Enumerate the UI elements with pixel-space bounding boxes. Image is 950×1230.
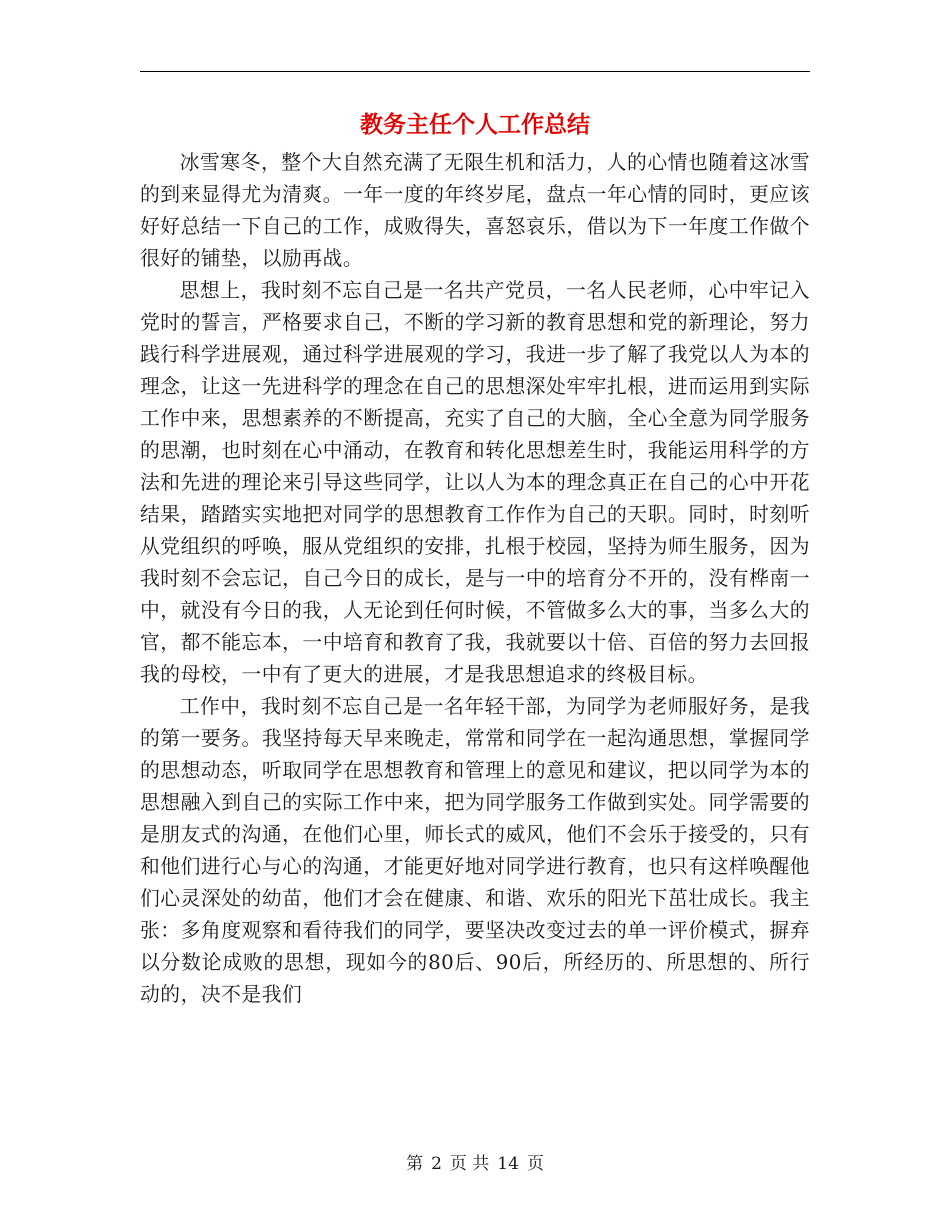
paragraph-ideology: 思想上，我时刻不忘自己是一名共产党员，一名人民老师，心中牢记入党时的誓言，严格要求自己，不断的学习新的教育思想和党的新理论，努力践行科学进展观，通过科学进展观的学习，我进一步了解了我党以人为本的理念，让这一先进科学的理念在自己的思想深处牢牢扎根，进而运用到实际工作中来，思想素养的不断提高，充实了自己的大脑，全心全意为同学服务的思潮，也时刻在心中涌动，在教育和转化思想差生时，我能运用科学的方法和先进的理论来引导这些同学，让以人为本的理念真正在自己的心中开花结果，踏踏实实地把对同学的思想教育工作作为自己的天职。同时，时刻听从党组织的呼唤，服从党组织的安排，扎根于校园，坚持为师生服务，因为我时刻不会忘记，自己今日的成长，是与一中的培育分不开的，没有桦南一中，就没有今日的我，人无论到任何时候，不管做多么大的事，当多么大的官，都不能忘本，一中培育和教育了我，我就要以十倍、百倍的努力去回报我的母校，一中有了更大的进展，才是我思想追求的终极目标。 — [140, 279, 810, 686]
header-rule — [140, 71, 810, 72]
page-footer — [0, 1152, 950, 1176]
current-page-number: 2 — [431, 1154, 442, 1174]
paragraph-intro: 冰雪寒冬，整个大自然充满了无限生机和活力，人的心情也随着这冰雪的到来显得尤为清爽。一年一度的年终岁尾，盘点一年心情的同时，更应该好好总结一下自己的工作，成败得失，喜怒哀乐，借以为下一年度工作做个很好的铺垫，以励再战。 — [140, 151, 810, 270]
document-body — [140, 147, 810, 1011]
paragraph-work: 工作中，我时刻不忘自己是一名年轻干部，为同学为老师服好务，是我的第一要务。我坚持每天早来晚走，常常和同学在一起沟通思想，掌握同学的思想动态，听取同学在思想教育和管理上的意见和建议，把以同学为本的思想融入到自己的实际工作中来，把为同学服务工作做到实处。同学需要的是朋友式的沟通，在他们心里，师长式的威风，他们不会乐于接受的，只有和他们进行心与心的沟通，才能更好地对同学进行教育，也只有这样唤醒他们心灵深处的幼苗，他们才会在健康、和谐、欢乐的阳光下茁壮成长。我主张：多角度观察和看待我们的同学，要坚决改变过去的单一评价模式，摒弃以分数论成败的思想，现如今的80后、90后，所经历的、所思想的、所行动的，决不是我们 — [140, 695, 810, 1006]
total-page-count: 14 — [497, 1154, 519, 1174]
document-title: 教务主任个人工作总结 — [360, 112, 590, 138]
footer-suffix: 页 — [526, 1154, 544, 1174]
footer-middle: 页 共 — [449, 1154, 490, 1174]
footer-prefix: 第 — [406, 1154, 424, 1174]
